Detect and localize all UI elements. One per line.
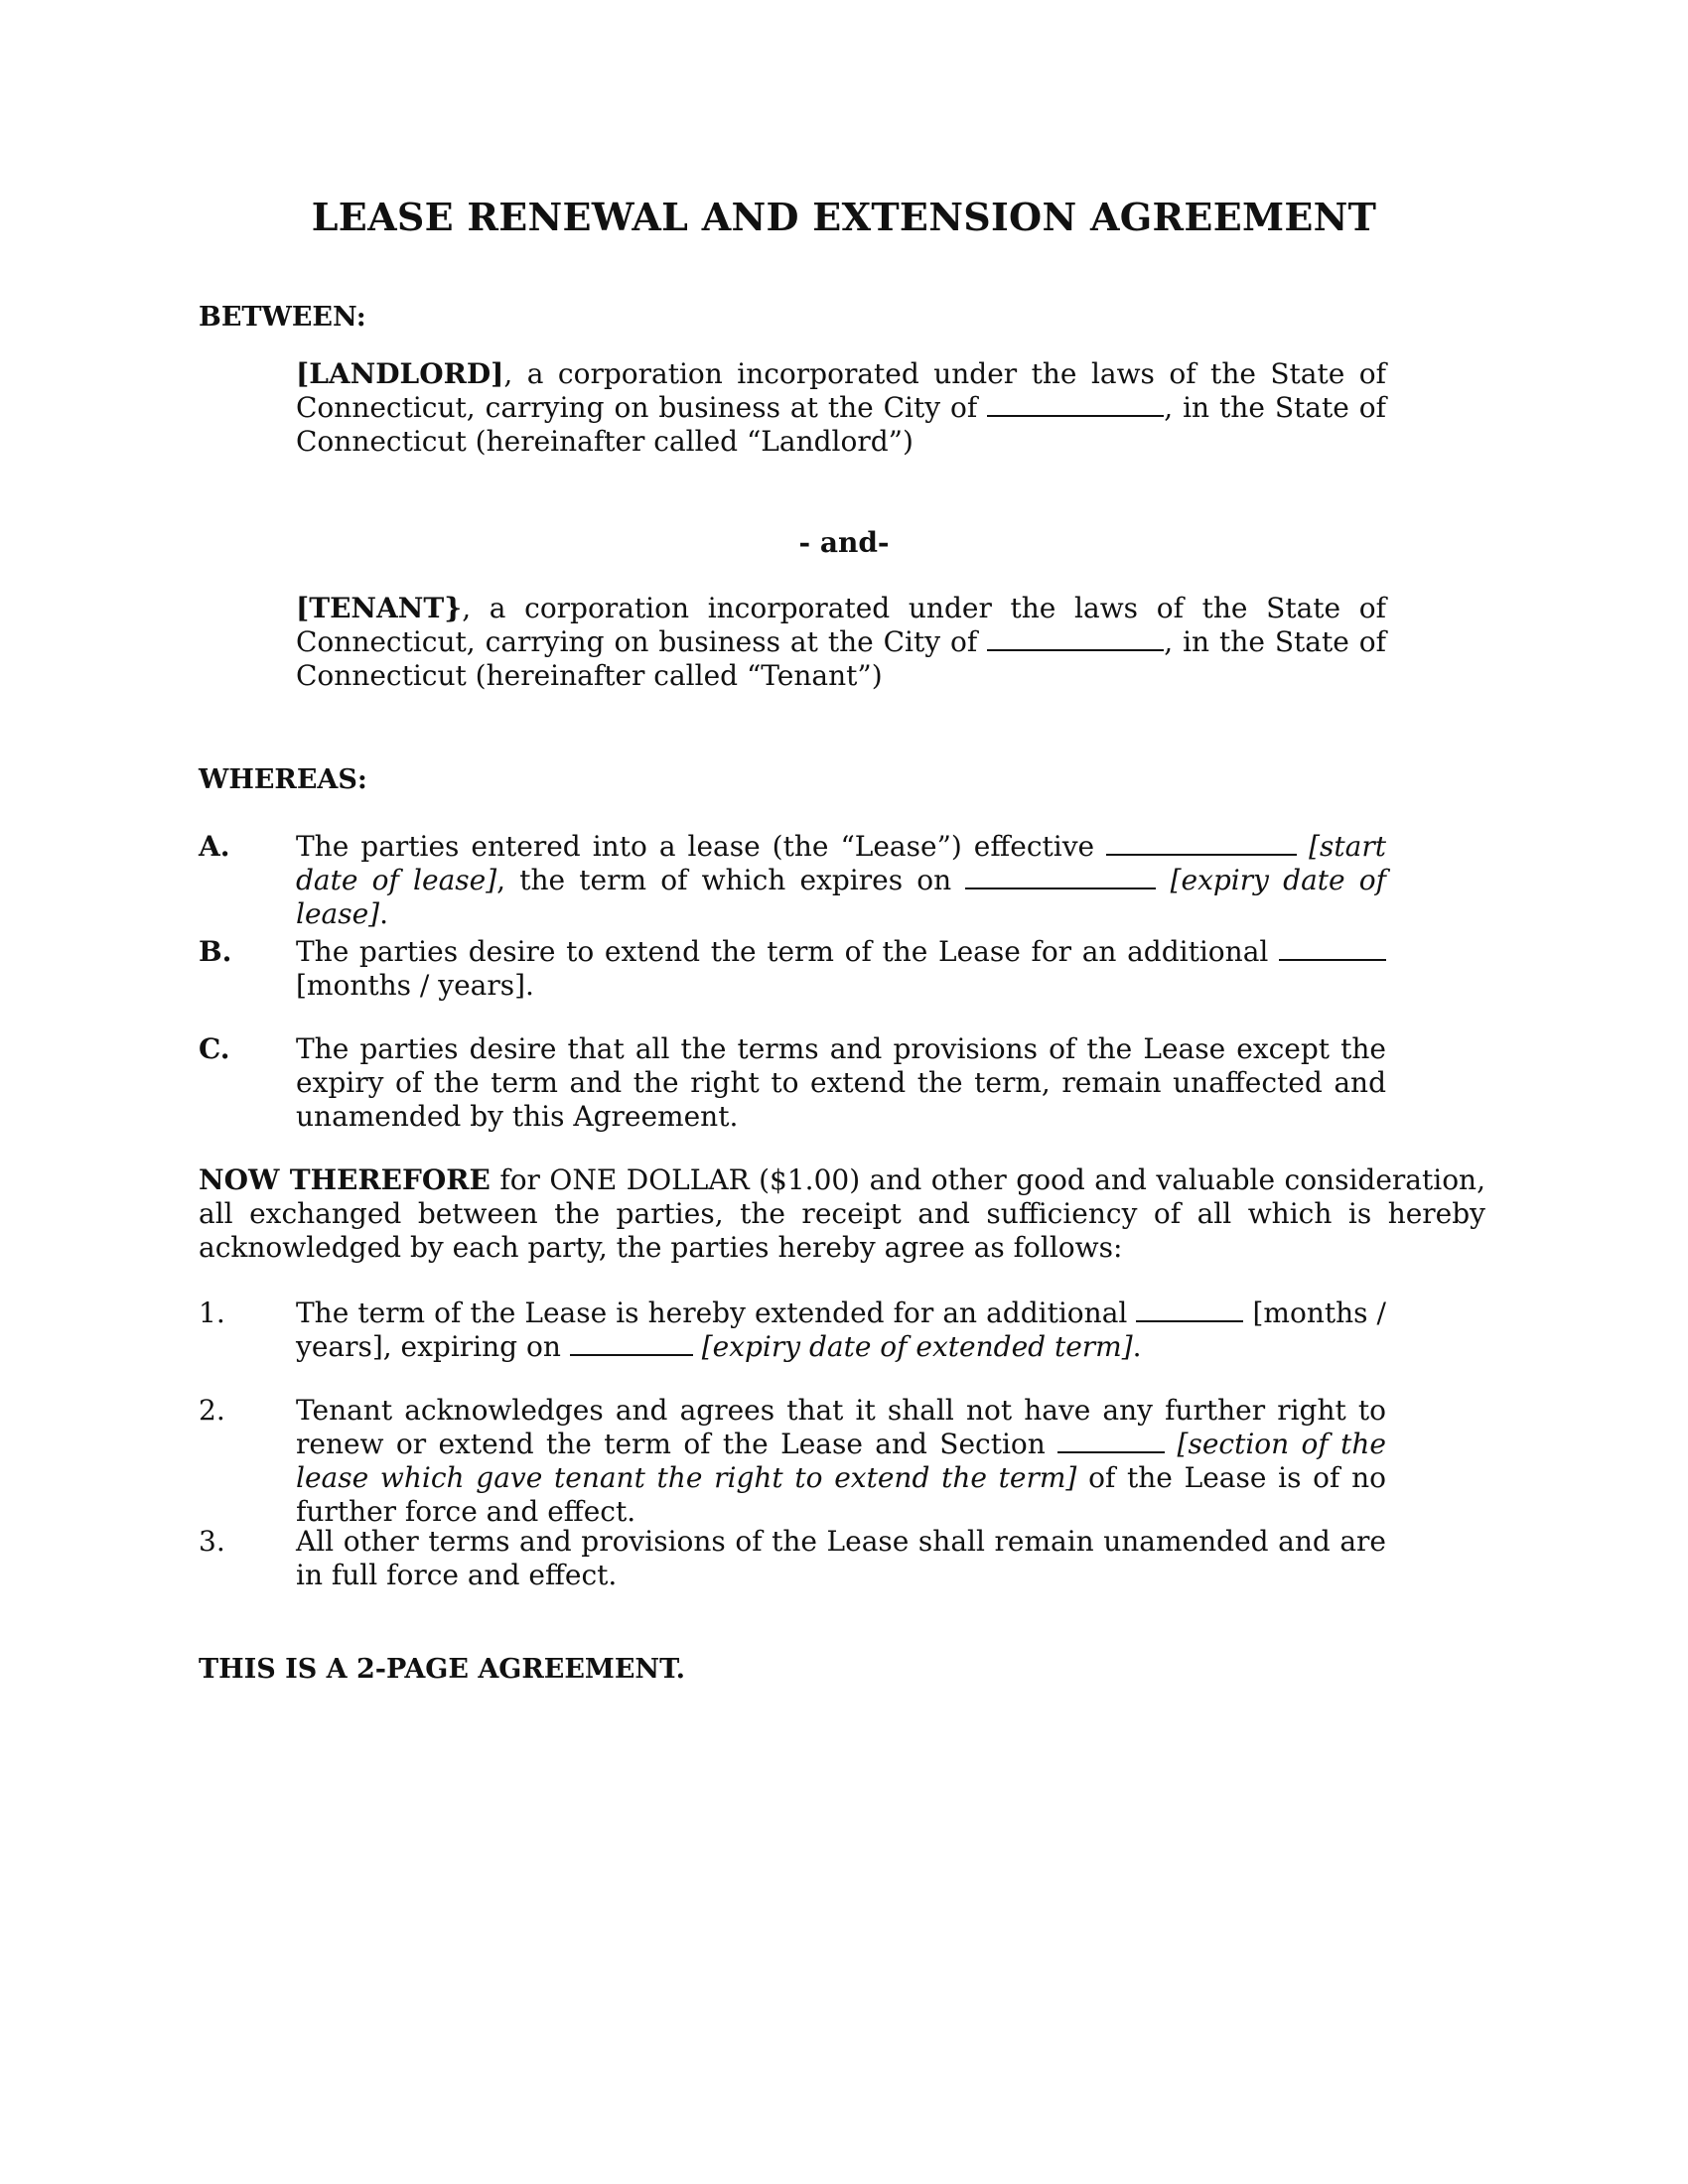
tenant-text-1: , a corporation incorporated under the laws of the State of Connecticut, carrying on business at the City of <box>296 592 1386 658</box>
recital-b <box>296 935 1386 1003</box>
lease-start-date-blank[interactable] <box>1106 832 1297 856</box>
landlord-text-2: , in the State of Connecticut (hereinafter called “Landlord”) <box>296 391 1386 458</box>
footer-note: THIS IS A 2-PAGE AGREEMENT. <box>199 1654 686 1685</box>
and-separator: - and- <box>798 526 890 559</box>
recital-a-text-3: . <box>379 897 388 930</box>
tenant-text-2: , in the State of Connecticut (hereinafter called “Tenant”) <box>296 625 1386 692</box>
page-title: LEASE RENEWAL AND EXTENSION AGREEMENT <box>311 195 1377 239</box>
recital-c-marker: C. <box>199 1032 230 1065</box>
additional-term-blank[interactable] <box>1136 1298 1243 1322</box>
whereas-label: WHEREAS: <box>199 764 367 795</box>
recital-b-text-2: [months / years]. <box>296 969 534 1002</box>
extended-expiry-blank[interactable] <box>570 1332 693 1356</box>
clause-1-italic: [expiry date of extended term] <box>701 1330 1133 1363</box>
clause-1-text-3: . <box>1132 1330 1142 1363</box>
landlord-text-1: , a corporation incorporated under the laws of the State of Connecticut, carrying on business at the City of <box>296 357 1386 424</box>
now-therefore-text: for ONE DOLLAR ($1.00) and other good and valuable consideration, all exchanged between the parties, the receipt and sufficiency of all which is hereby acknowledged by each party, the parties hereby agree as follows: <box>199 1163 1485 1264</box>
landlord-paragraph <box>296 357 1386 459</box>
clause-3-marker: 3. <box>199 1525 225 1558</box>
tenant-name: [TENANT} <box>296 592 463 624</box>
recital-a-italic-1: [start date of lease] <box>296 830 1386 896</box>
now-therefore-paragraph <box>199 1163 1485 1265</box>
clause-2-text-2: of the Lease is of no further force and effect. <box>296 1461 1386 1528</box>
between-label: BETWEEN: <box>199 302 366 333</box>
recital-a-italic-2: [expiry date of lease] <box>296 864 1386 930</box>
clause-2 <box>296 1394 1386 1529</box>
recital-a <box>296 830 1386 931</box>
clause-2-marker: 2. <box>199 1394 225 1427</box>
lease-expiry-date-blank[interactable] <box>965 866 1156 889</box>
recital-a-text-1: The parties entered into a lease (the “Lease”) effective <box>296 830 1107 863</box>
recital-a-text-2: , the term of which expires on <box>496 864 966 896</box>
extension-period-blank[interactable] <box>1279 937 1386 961</box>
recital-b-marker: B. <box>199 935 232 968</box>
tenant-city-blank[interactable] <box>987 627 1164 651</box>
tenant-paragraph <box>296 592 1386 693</box>
clause-3: All other terms and provisions of the Lease shall remain unamended and are in full force and effect. <box>296 1525 1386 1591</box>
clause-1-text-1: The term of the Lease is hereby extended for an additional <box>296 1297 1137 1329</box>
now-therefore-lead: NOW THEREFORE <box>199 1163 491 1196</box>
section-number-blank[interactable] <box>1057 1430 1165 1453</box>
recital-b-text-1: The parties desire to extend the term of the Lease for an additional <box>296 935 1279 968</box>
clause-2-text-1: Tenant acknowledges and agrees that it shall not have any further right to renew or extend the term of the Lease and Section <box>296 1394 1386 1460</box>
clause-1-text-2: [months / years], expiring on <box>296 1297 1386 1363</box>
landlord-name: [LANDLORD] <box>296 357 504 390</box>
clause-2-italic: [section of the lease which gave tenant the right to extend the term] <box>296 1428 1386 1494</box>
recital-a-marker: A. <box>199 830 230 863</box>
landlord-city-blank[interactable] <box>987 393 1164 417</box>
clause-1 <box>296 1297 1386 1364</box>
recital-c: The parties desire that all the terms and provisions of the Lease except the expiry of the term and the right to extend the term, remain unaffected and unamended by this Agreement. <box>296 1032 1386 1133</box>
clause-1-marker: 1. <box>199 1297 225 1329</box>
